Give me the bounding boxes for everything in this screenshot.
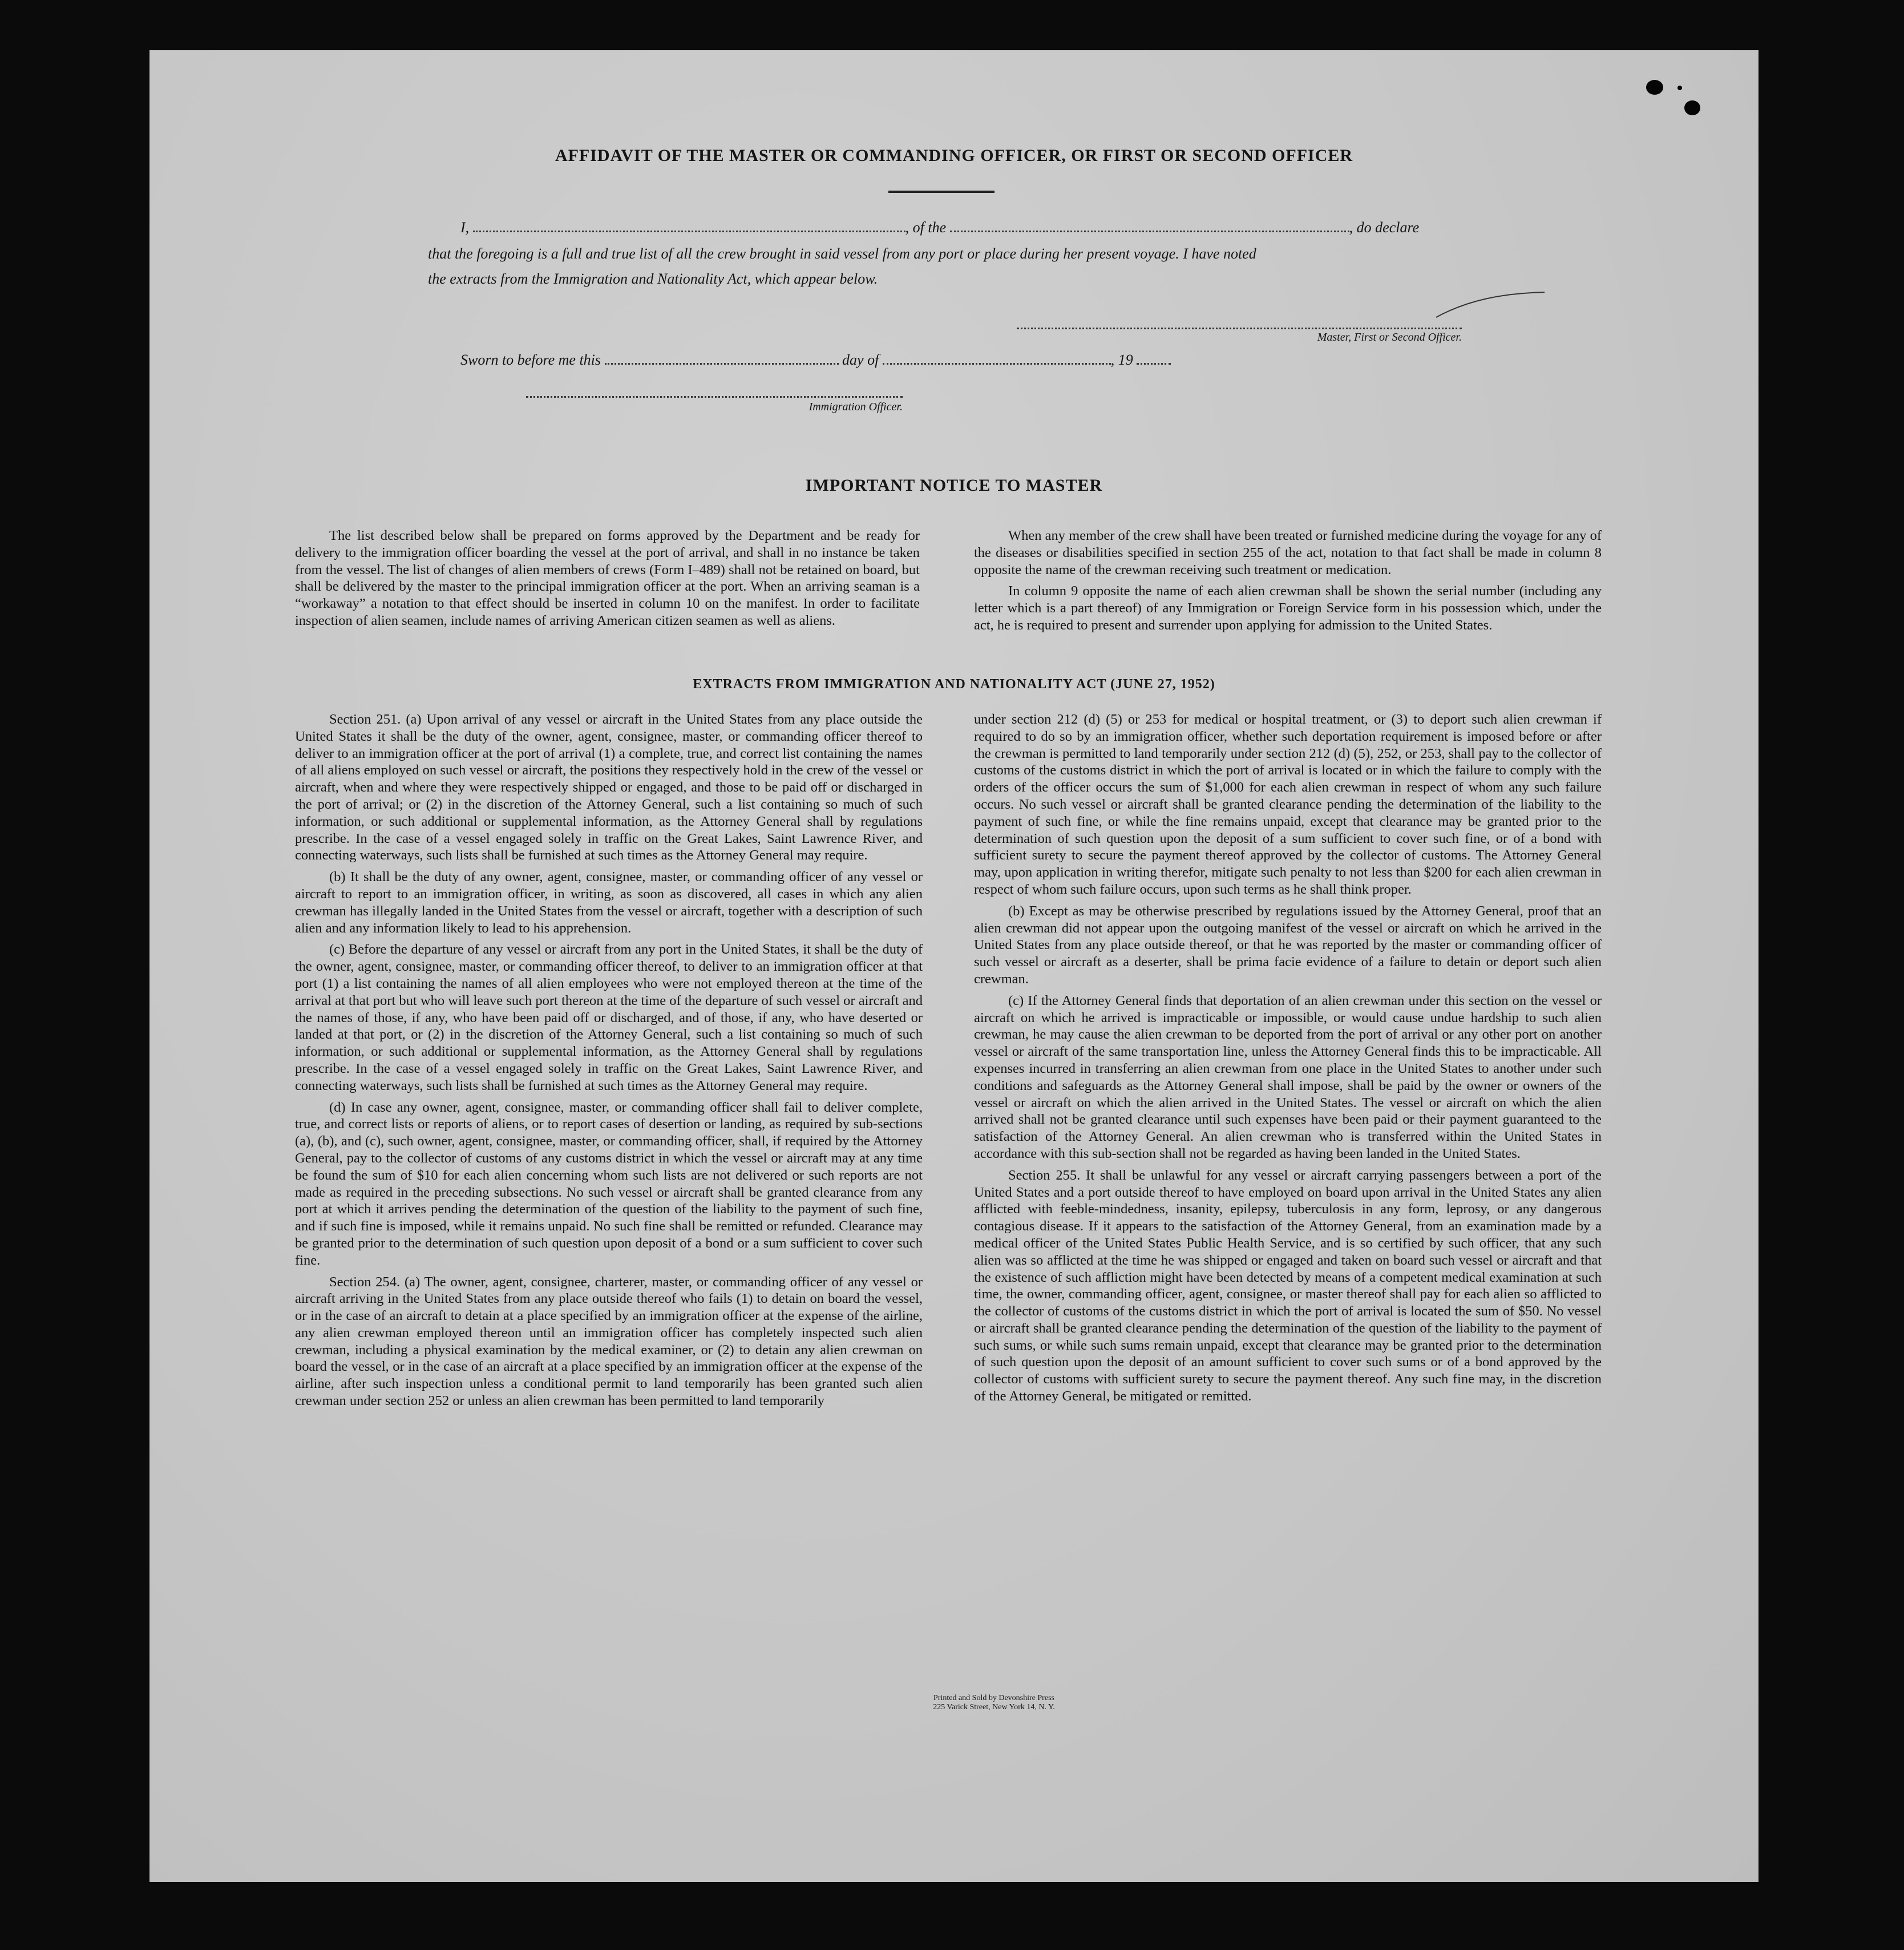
printer-line-2: 225 Varick Street, New York 14, N. Y.	[933, 1703, 1055, 1711]
declaration-line-1	[460, 219, 1613, 236]
signature-stroke	[1433, 289, 1547, 323]
sworn-year-label: , 19	[1110, 352, 1133, 368]
officer-signature-label: Immigration Officer.	[809, 401, 903, 413]
section-254-b: (b) Except as may be otherwise prescribed by regulations issued by the Attorney General, proof that an alien crewman did not appear upon the outgoing manifest of the vessel or aircraft on which he arrived in the United States from any place outside thereof, or that he was reported by the master or commanding officer of such vessel or aircraft as a deserter, shall be prima facie evidence of a failure to detain or deport such alien crewman.	[974, 903, 1602, 987]
notice-left-paragraph: The list described below shall be prepared on forms approved by the Department and be ready for delivery to the immigration officer boarding the vessel at the port of arrival, and shall in no instance be taken from the vessel. The list of changes of alien members of crews (Form I–489) shall not be retained on board, but shall be delivered by the master to the principal immigration officer at the port. When an arriving seaman is a “workaway” a notation to that effect should be inserted in column 10 on the manifest. In order to facilitate inspection of alien seamen, include names of arriving American citizen seamen as well as aliens.	[295, 528, 920, 628]
declaration-line-3: the extracts from the Immigration and Nationality Act, which appear below.	[428, 271, 878, 287]
section-254-a: Section 254. (a) The owner, agent, consignee, charterer, master, or commanding officer of any vessel or aircraft arriving in the United States from any place outside thereof who fails (1) to detain on board the vessel, or in the case of an aircraft to detain at a place specified by an immigration officer at the expense of the airline, any alien crewman employed thereon until an immigration officer has completely inspected such alien crewman, including a physical examination by the medical examiner, or (2) to detain any alien crewman on board the vessel, or in the case of an aircraft at a place specified by an immigration officer at the expense of the airline, after such inspection unless a conditional permit to land temporarily has been granted such alien crewman under section 252 or unless an alien crewman has been permitted to land temporarily	[295, 1274, 923, 1409]
section-251-c: (c) Before the departure of any vessel or aircraft from any port in the United States, it shall be the duty of the owner, agent, consignee, master, or commanding officer thereof, to deliver to an immigration officer at that port (1) a list containing the names of all alien employees who were not employed thereon at the time of the arrival at that port but who will leave such port thereon at the time of the departure of such vessel or aircraft and the names of those, if any, who have been paid off or discharged, and of those, if any, who have deserted or landed at that port, or (2) in the discretion of the Attorney General, such a list containing so much of such information, or such additional or supplemental information, as the Attorney General shall by regulations prescribe. In the case of a vessel engaged solely in traffic on the Great Lakes, Saint Lawrence River, and connecting waterways, such lists shall be furnished at such times as the Attorney General may require.	[295, 942, 923, 1093]
sworn-month-field[interactable]	[883, 353, 1111, 365]
sworn-line	[460, 352, 1430, 369]
vessel-of-label: , of the	[905, 219, 947, 236]
affidavit-title: AFFIDAVIT OF THE MASTER OR COMMANDING OFFICER, OR FIRST OR SECOND OFFICER	[555, 146, 1353, 165]
declarant-name-field[interactable]	[473, 220, 905, 232]
extracts-left-column	[295, 711, 923, 1410]
notice-right-column	[974, 527, 1602, 634]
ink-stain	[1646, 80, 1663, 95]
officer-signature-line[interactable]	[526, 396, 903, 398]
sworn-day-field[interactable]	[605, 353, 839, 365]
section-251-d: (d) In case any owner, agent, consignee, master, or commanding officer shall fail to deliver complete, true, and correct lists or reports of aliens, or to report cases of desertion or landing, as required by sub-sections (a), (b), and (c), such owner, agent, consignee, master, or commanding officer, shall, if required by the Attorney General, pay to the collector of customs of any customs district in which the vessel or aircraft may at any time be found the sum of $10 for each alien concerning whom such lists are not delivered or such reports are not made as required in the preceding subsections. No such vessel or aircraft shall be granted clearance from any port at which it arrives pending the determination of the question of the liability to the payment of such fine, and if such fine is imposed, while it remains unpaid. No such fine shall be remitted or refunded. Clearance may be granted prior to the determination of such question upon deposit of a bond or a sum sufficient to cover such fine.	[295, 1099, 923, 1268]
section-251-a: Section 251. (a) Upon arrival of any vessel or aircraft in the United States from any place outside the United States it shall be the duty of the owner, agent, consignee, master, or commanding officer thereof to deliver to an immigration officer at the port of arrival (1) a complete, true, and correct list containing the names of all aliens employed on such vessel or aircraft, the positions they respectively hold in the crew of the vessel or aircraft, when and where they were respectively shipped or engaged, and those to be paid off or discharged in the port of arrival; or (2) in the discretion of the Attorney General, such a list containing so much of such information, or such additional or supplemental information, as the Attorney General shall by regulations prescribe. In the case of a vessel engaged solely in traffic on the Great Lakes, Saint Lawrence River, and connecting waterways, such lists shall be furnished at such times as the Attorney General may require.	[295, 712, 923, 863]
printer-imprint	[891, 1694, 1097, 1712]
section-254-a-continued: under section 212 (d) (5) or 253 for medical or hospital treatment, or (3) to deport such alien crewman if required to do so by an immigration officer, whether such deportation requirement is imposed before or after the crewman is permitted to land temporarily under section 212 (d) (5), 252, or 253, shall pay to the collector of customs of the customs district in which the port of arrival is located or in which the failure to comply with the orders of the officer occurs the sum of $1,000 for each alien crewman in respect of whom any such failure occurs. No such vessel or aircraft shall be granted clearance pending the determination of the liability to the payment of such fine, or while the fine remains unpaid, except that clearance may be granted prior to the determination of such question upon the deposit of a sum sufficient to cover such fine, or of a bond with sufficient surety to secure the payment thereof approved by the collector of customs. The Attorney General may, upon application in writing therefor, mitigate such penalty to not less than $200 for each alien crewman in respect of whom such failure occurs, upon such terms as he shall think proper.	[974, 712, 1602, 897]
declarant-prefix: I,	[460, 219, 470, 236]
master-signature-label: Master, First or Second Officer.	[1317, 331, 1462, 344]
sworn-prefix: Sworn to before me this	[460, 352, 601, 368]
notice-right-paragraph-2: In column 9 opposite the name of each alien crewman shall be shown the serial number (including any letter which is a part thereof) of any Immigration or Foreign Service form in his possession which, under the act, he is required to present and surrender upon applying for admission to the United States.	[974, 583, 1602, 633]
extracts-right-column	[974, 711, 1602, 1405]
extracts-title: EXTRACTS FROM IMMIGRATION AND NATIONALITY ACT (JUNE 27, 1952)	[693, 677, 1215, 692]
section-254-c: (c) If the Attorney General finds that deportation of an alien crewman under this section on the vessel or aircraft on which he arrived is impracticable or impossible, or would cause undue hardship to such alien crewman, he may cause the alien crewman to be deported from the port of arrival or any other port on another vessel or aircraft of the same transportation line, unless the Attorney General finds this to be impracticable. All expenses incurred in transferring an alien crewman from one place in the United States to another under such conditions and safeguards as the Attorney General shall impose, shall be paid by the owner or owners of the vessel or aircraft on which the alien arrived in the United States. The vessel or aircraft on which the alien arrived shall not be granted clearance until such expenses have been paid or their payment guaranteed to the satisfaction of the Attorney General. An alien crewman who is transferred within the United States in accordance with this sub-section shall not be regarded as having been landed in the United States.	[974, 992, 1602, 1161]
notice-right-paragraph-1: When any member of the crew shall have been treated or furnished medicine during the voyage for any of the diseases or disabilities specified in section 255 of the act, notation to that fact shall be made in column 8 opposite the name of the crewman receiving such treatment or medication.	[974, 528, 1602, 578]
title-underline	[888, 191, 995, 193]
master-signature-line[interactable]	[1017, 328, 1462, 329]
ink-stain	[1684, 100, 1700, 115]
section-251-b: (b) It shall be the duty of any owner, agent, consignee, master, or commanding officer of any vessel or aircraft to report to an immigration officer, in writing, as soon as discovered, all cases in which any alien crewman has illegally landed in the United States from the vessel or aircraft, together with a description of such alien and any information likely to lead to his apprehension.	[295, 869, 923, 936]
vessel-name-field[interactable]	[950, 220, 1349, 232]
section-255: Section 255. It shall be unlawful for any vessel or aircraft carrying passengers between a port of the United States and a port outside thereof to have employed on board upon arrival in the United States any alien afflicted with feeble-mindedness, insanity, epilepsy, tuberculosis in any form, leprosy, or any dangerous contagious disease. If it appears to the satisfaction of the Attorney General, from an examination made by a medical officer of the United States Public Health Service, and is so certified by such officer, that any such alien was so afflicted at the time he was shipped or engaged and taken on board such vessel or aircraft and that the existence of such affliction might have been detected by means of a competent medical examination at such time, the owner, commanding officer, agent, consignee, or master thereof shall pay for each alien so afflicted to the collector of customs of the customs district in which the port of arrival is located the sum of $50. No vessel or aircraft shall be granted clearance pending the determination of the question of the liability to the payment of such sums, or while such sums remain unpaid, except that clearance may be granted prior to the determination of such question upon the deposit of an amount sufficient to cover such sums or of a bond approved by the collector of customs with sufficient surety to secure the payment thereof. Any such fine may, in the discretion of the Attorney General, be mitigated or remitted.	[974, 1167, 1602, 1404]
ink-stain	[1677, 86, 1682, 90]
notice-title: IMPORTANT NOTICE TO MASTER	[805, 476, 1103, 495]
sworn-year-field[interactable]	[1137, 353, 1171, 365]
sworn-day-of-label: day of	[842, 352, 879, 368]
document-sheet	[149, 50, 1759, 1882]
printer-line-1: Printed and Sold by Devonshire Press	[933, 1694, 1054, 1702]
declaration-line-2: that the foregoing is a full and true list of all the crew brought in said vessel from any port or place during her present voyage. I have noted	[428, 245, 1256, 262]
notice-left-column	[295, 527, 920, 629]
declare-label: , do declare	[1349, 219, 1420, 236]
